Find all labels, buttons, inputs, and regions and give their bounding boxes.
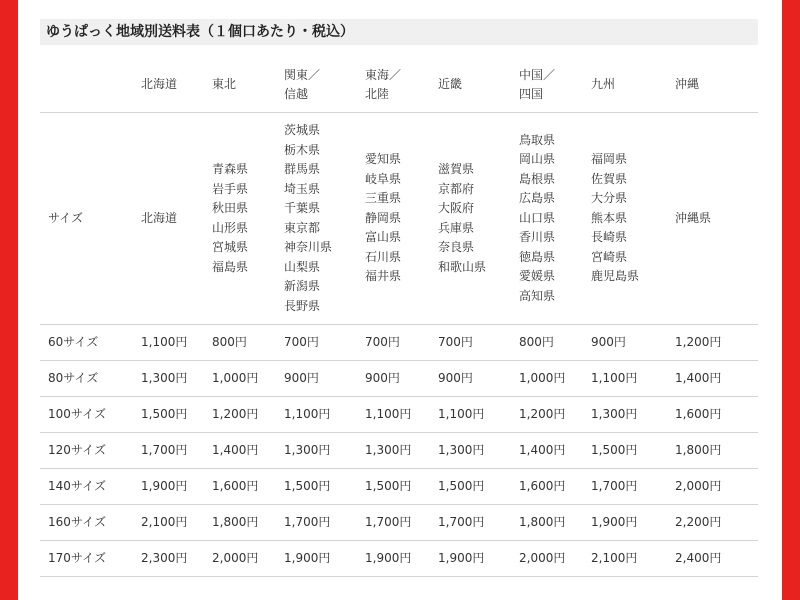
price-cell-text: 1,200円	[675, 334, 722, 349]
corner-cell	[40, 58, 133, 113]
price-cell-text: 1,500円	[284, 478, 331, 493]
prefecture-list	[430, 113, 511, 325]
region-header	[276, 58, 357, 113]
price-cell-text: 1,700円	[591, 478, 638, 493]
size-label	[40, 325, 133, 361]
prefecture-list-text: 山梨県	[284, 259, 321, 274]
prefecture-list-text: 大分県	[591, 191, 628, 206]
price-cell-text: 1,300円	[365, 442, 412, 457]
prefecture-list-text: 鳥取県	[519, 132, 556, 147]
prefecture-list-text: 福岡県	[591, 152, 628, 167]
price-cell	[430, 325, 511, 361]
price-cell	[204, 361, 276, 397]
price-cell-text: 1,900円	[438, 550, 485, 565]
price-cell	[357, 505, 430, 541]
table-row	[40, 397, 758, 433]
price-cell	[204, 433, 276, 469]
region-header-text: 中国／	[519, 67, 556, 82]
price-cell-text: 800円	[212, 334, 247, 349]
prefecture-list-text: 佐賀県	[591, 171, 628, 186]
prefecture-list-text: 香川県	[519, 230, 556, 245]
price-cell	[357, 325, 430, 361]
prefecture-list-text: 徳島県	[519, 249, 556, 264]
price-cell-text: 1,400円	[675, 370, 722, 385]
prefecture-list	[583, 113, 667, 325]
price-cell-text: 1,700円	[365, 514, 412, 529]
region-header-text: 九州	[591, 77, 616, 92]
region-header-text: 沖縄	[675, 77, 700, 92]
size-label	[40, 541, 133, 577]
size-header-text: サイズ	[48, 210, 84, 225]
price-cell	[357, 433, 430, 469]
price-cell-text: 1,100円	[591, 370, 638, 385]
prefecture-list	[357, 113, 430, 325]
price-cell-text: 1,800円	[212, 514, 259, 529]
price-cell	[667, 541, 758, 577]
prefecture-list-text: 長野県	[284, 298, 321, 313]
price-cell-text: 2,200円	[675, 514, 722, 529]
prefecture-list-text: 宮崎県	[591, 249, 628, 264]
prefecture-list-text: 山形県	[212, 220, 249, 235]
price-cell-text: 1,000円	[519, 370, 566, 385]
prefecture-list	[204, 113, 276, 325]
price-cell	[430, 361, 511, 397]
price-cell	[667, 397, 758, 433]
price-cell	[583, 541, 667, 577]
price-cell-text: 2,000円	[212, 550, 259, 565]
price-cell	[357, 541, 430, 577]
price-cell	[276, 469, 357, 505]
price-cell	[667, 469, 758, 505]
prefecture-list-text: 秋田県	[212, 201, 249, 215]
price-cell-text: 1,300円	[284, 442, 331, 457]
region-header	[357, 58, 430, 113]
price-cell	[430, 397, 511, 433]
prefecture-list-text: 神奈川県	[284, 240, 333, 254]
prefecture-list-text: 和歌山県	[438, 259, 487, 274]
price-cell	[357, 361, 430, 397]
size-label	[40, 433, 133, 469]
prefecture-list	[511, 113, 583, 325]
prefecture-list	[133, 113, 204, 325]
price-cell	[276, 361, 357, 397]
price-cell	[667, 505, 758, 541]
prefecture-list-text: 岩手県	[212, 181, 249, 196]
price-cell	[583, 469, 667, 505]
price-cell-text: 1,100円	[365, 406, 412, 421]
price-cell-text: 900円	[591, 334, 626, 349]
prefecture-list-text: 沖縄県	[675, 210, 712, 225]
price-cell-text: 1,400円	[519, 442, 566, 457]
price-cell-text: 1,700円	[284, 514, 331, 529]
region-header-text: 関東／	[284, 67, 321, 82]
price-cell-text: 1,200円	[519, 406, 566, 421]
size-label	[40, 361, 133, 397]
price-cell	[133, 361, 204, 397]
price-cell	[430, 505, 511, 541]
region-header-text: 四国	[519, 87, 544, 101]
region-header-text: 北海道	[141, 77, 178, 92]
table-row	[40, 361, 758, 397]
table-row	[40, 433, 758, 469]
prefecture-list-text: 福島県	[212, 259, 249, 274]
price-cell	[276, 397, 357, 433]
price-cell	[276, 541, 357, 577]
prefecture-list-text: 長崎県	[591, 230, 628, 245]
prefecture-list-text: 埼玉県	[284, 181, 321, 196]
size-label-text: 80サイズ	[48, 370, 99, 385]
price-cell	[430, 433, 511, 469]
prefecture-list-text: 新潟県	[284, 279, 321, 293]
price-cell-text: 900円	[284, 370, 319, 385]
size-label-text: 120サイズ	[48, 442, 106, 457]
size-label-text: 170サイズ	[48, 550, 106, 565]
price-cell-text: 900円	[365, 370, 400, 385]
price-cell	[276, 325, 357, 361]
prefecture-list-text: 青森県	[212, 162, 249, 176]
price-cell-text: 1,600円	[212, 478, 259, 493]
price-cell-text: 700円	[284, 334, 319, 349]
prefecture-list-text: 三重県	[365, 191, 402, 206]
shipping-rate-table	[40, 58, 758, 577]
price-cell-text: 900円	[438, 370, 473, 385]
prefecture-list	[276, 113, 357, 325]
prefecture-list-text: 兵庫県	[438, 220, 475, 235]
prefecture-list-text: 鹿児島県	[591, 269, 640, 284]
price-cell	[204, 469, 276, 505]
price-cell	[133, 325, 204, 361]
prefecture-list-text: 高知県	[519, 288, 556, 303]
price-cell-text: 1,800円	[675, 442, 722, 457]
price-cell-text: 1,300円	[141, 370, 188, 385]
price-cell	[204, 325, 276, 361]
price-cell-text: 700円	[365, 334, 400, 349]
table-row	[40, 541, 758, 577]
price-cell	[133, 433, 204, 469]
region-header	[667, 58, 758, 113]
prefecture-list-text: 広島県	[519, 191, 556, 206]
price-cell-text: 1,400円	[212, 442, 259, 457]
prefecture-list-text: 静岡県	[365, 210, 402, 225]
price-cell-text: 2,100円	[591, 550, 638, 565]
price-cell	[511, 361, 583, 397]
prefecture-list-text: 北海道	[141, 210, 178, 225]
price-cell	[583, 505, 667, 541]
prefecture-list-text: 東京都	[284, 220, 321, 235]
size-label-text: 140サイズ	[48, 478, 106, 493]
price-cell	[357, 469, 430, 505]
price-cell	[133, 469, 204, 505]
price-cell	[276, 433, 357, 469]
price-cell	[511, 469, 583, 505]
price-cell	[511, 433, 583, 469]
price-cell	[276, 505, 357, 541]
prefecture-list-text: 岡山県	[519, 152, 556, 167]
size-label	[40, 397, 133, 433]
prefecture-list-text: 栃木県	[284, 142, 321, 157]
price-cell	[430, 541, 511, 577]
price-cell-text: 1,900円	[141, 478, 188, 493]
price-cell	[511, 541, 583, 577]
prefecture-row	[40, 113, 758, 325]
size-header	[40, 113, 133, 325]
prefecture-list-text: 島根県	[519, 171, 556, 186]
region-header	[204, 58, 276, 113]
size-label	[40, 505, 133, 541]
price-cell	[204, 541, 276, 577]
price-cell-text: 1,900円	[365, 550, 412, 565]
price-cell	[583, 361, 667, 397]
prefecture-list-text: 奈良県	[438, 240, 475, 254]
prefecture-list-text: 大阪府	[438, 201, 475, 215]
size-label-text: 60サイズ	[48, 334, 99, 349]
region-header-row	[40, 58, 758, 113]
price-cell	[133, 505, 204, 541]
prefecture-list	[667, 113, 758, 325]
price-cell-text: 1,500円	[438, 478, 485, 493]
size-label-text: 160サイズ	[48, 514, 106, 529]
prefecture-list-text: 富山県	[365, 230, 402, 245]
prefecture-list-text: 滋賀県	[438, 162, 475, 176]
prefecture-list-text: 千葉県	[284, 201, 321, 215]
price-cell-text: 1,500円	[591, 442, 638, 457]
region-header	[583, 58, 667, 113]
price-cell	[667, 433, 758, 469]
price-cell	[357, 397, 430, 433]
prefecture-list-text: 石川県	[365, 249, 402, 264]
prefecture-list-text: 福井県	[365, 269, 402, 284]
region-header-text: 北陸	[365, 87, 390, 101]
size-label	[40, 469, 133, 505]
price-cell	[133, 397, 204, 433]
region-header	[133, 58, 204, 113]
price-cell-text: 1,900円	[591, 514, 638, 529]
price-cell-text: 1,700円	[141, 442, 188, 457]
price-cell	[667, 361, 758, 397]
price-cell-text: 1,300円	[438, 442, 485, 457]
region-header	[430, 58, 511, 113]
prefecture-list-text: 愛媛県	[519, 269, 556, 284]
price-cell	[511, 397, 583, 433]
price-cell	[667, 325, 758, 361]
price-cell-text: 2,300円	[141, 550, 188, 565]
page-title: ゆうぱっく地域別送料表（１個口あたり・税込）	[40, 19, 758, 45]
table-row	[40, 325, 758, 361]
region-header	[511, 58, 583, 113]
price-cell	[430, 469, 511, 505]
size-label-text: 100サイズ	[48, 406, 106, 421]
prefecture-list-text: 山口県	[519, 210, 556, 225]
table-row	[40, 505, 758, 541]
prefecture-list-text: 茨城県	[284, 123, 321, 137]
price-cell-text: 1,100円	[284, 406, 331, 421]
prefecture-list-text: 岐阜県	[365, 171, 402, 186]
price-cell-text: 1,500円	[141, 406, 188, 421]
price-cell	[204, 397, 276, 433]
price-cell	[583, 433, 667, 469]
price-cell-text: 2,400円	[675, 550, 722, 565]
price-cell-text: 2,100円	[141, 514, 188, 529]
prefecture-list-text: 群馬県	[284, 162, 321, 176]
prefecture-list-text: 愛知県	[365, 152, 402, 167]
price-cell-text: 2,000円	[675, 478, 722, 493]
price-cell-text: 1,900円	[284, 550, 331, 565]
price-cell	[133, 541, 204, 577]
price-cell	[583, 325, 667, 361]
price-cell	[204, 505, 276, 541]
price-cell-text: 1,700円	[438, 514, 485, 529]
prefecture-list-text: 京都府	[438, 181, 475, 196]
price-cell-text: 1,200円	[212, 406, 259, 421]
price-cell	[511, 505, 583, 541]
price-cell-text: 1,000円	[212, 370, 259, 385]
prefecture-list-text: 宮城県	[212, 240, 249, 254]
region-header-text: 近畿	[438, 77, 463, 92]
price-cell-text: 1,800円	[519, 514, 566, 529]
price-cell-text: 800円	[519, 334, 554, 349]
price-cell-text: 1,500円	[365, 478, 412, 493]
region-header-text: 東海／	[365, 67, 402, 82]
price-cell-text: 2,000円	[519, 550, 566, 565]
price-cell-text: 1,100円	[141, 334, 188, 349]
price-cell-text: 1,600円	[519, 478, 566, 493]
price-cell-text: 1,300円	[591, 406, 638, 421]
price-cell	[511, 325, 583, 361]
page	[18, 0, 782, 600]
price-cell-text: 1,100円	[438, 406, 485, 421]
price-cell-text: 700円	[438, 334, 473, 349]
region-header-text: 信越	[284, 87, 309, 101]
price-cell	[583, 397, 667, 433]
region-header-text: 東北	[212, 77, 237, 92]
table-row	[40, 469, 758, 505]
prefecture-list-text: 熊本県	[591, 210, 628, 225]
price-cell-text: 1,600円	[675, 406, 722, 421]
